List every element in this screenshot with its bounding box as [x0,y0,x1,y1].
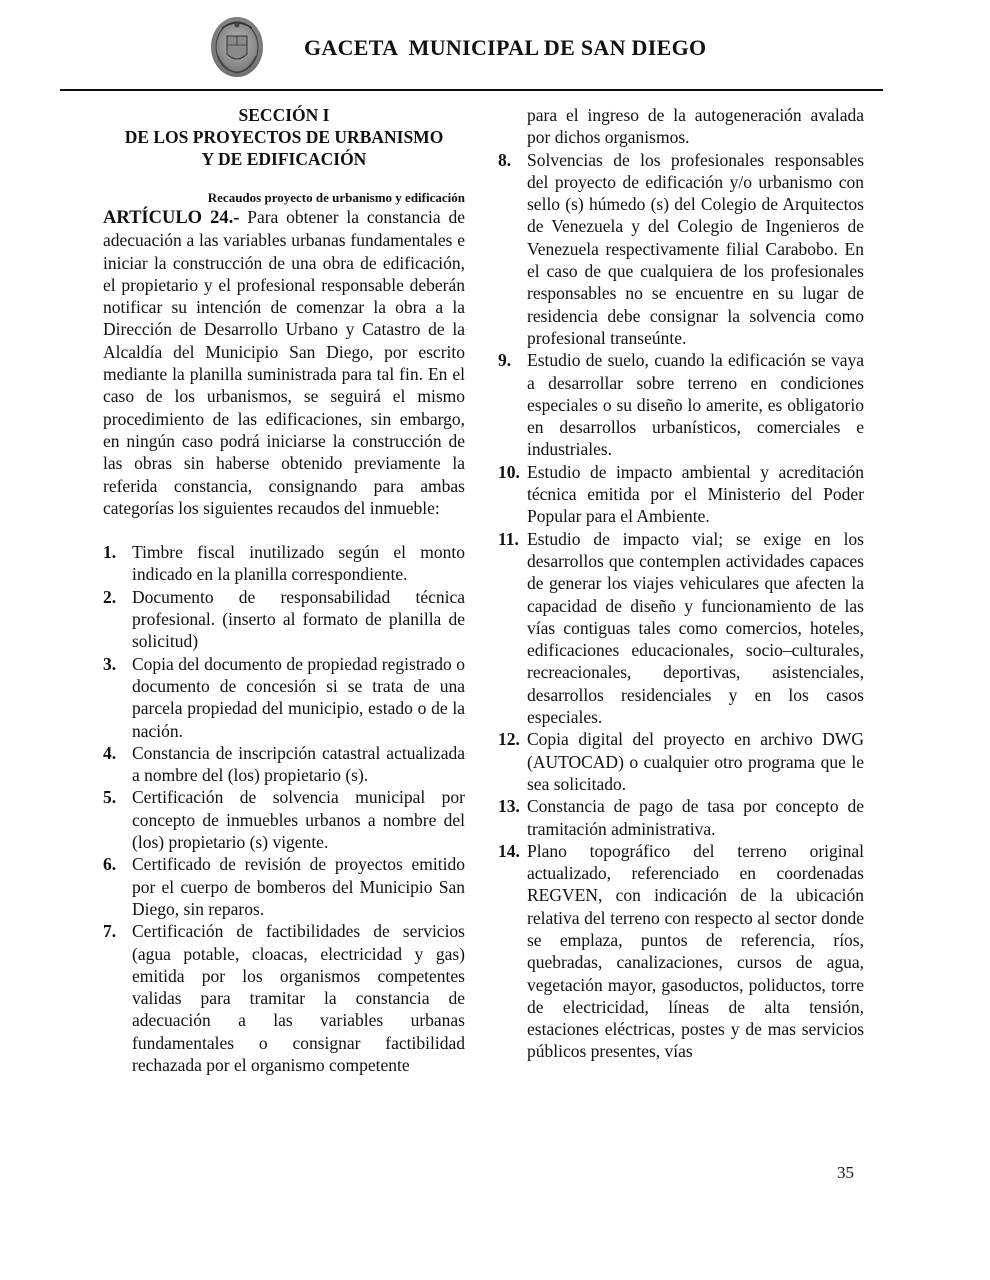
item-text: Certificación de factibilidades de servicios (agua potable, cloacas, electricidad y gas) emitida por los organismos competentes validas para tramitar la constancia de adecuación a las variables urbanas fundamentales o consignar factibilidad rechazada por el organismo competente [132,921,465,1075]
item-number: 5. [103,787,117,808]
item-text: Copia del documento de propiedad registrado o documento de concesión si se trata de una parcela propiedad del municipio, estado o de la nación. [132,653,465,741]
article-paragraph [103,206,465,519]
requirements-list [103,541,465,1076]
item-number: 2. [103,586,117,607]
section-heading-line: DE LOS PROYECTOS DE URBANISMO [124,127,444,147]
item-text: Timbre fiscal inutilizado según el monto indicado en la planilla correspondiente. [132,542,465,585]
item-text: Constancia de pago de tasa por concepto de tramitación administrativa. [527,796,864,839]
item-number: 13. [498,796,520,817]
section-heading-line: SECCIÓN I [238,105,330,125]
list-item [103,920,465,1076]
list-item [103,653,465,742]
item-text: Certificación de solvencia municipal por concepto de inmuebles urbanos a nombre del (los) propietario (s) vigente. [132,787,465,853]
article-label: ARTÍCULO 24.- [103,208,240,228]
item-number: 9. [498,350,512,371]
article-subheading: Recaudos proyecto de urbanismo y edificación [207,190,465,205]
item-number: 3. [103,653,117,674]
item-text: Certificado de revisión de proyectos emitido por el cuerpo de bomberos del Municipio San Diego, sin reparos. [132,854,465,919]
list-item [498,461,864,528]
item-number: 12. [498,729,520,750]
list-item [103,742,465,787]
left-column [103,104,465,1076]
item-number: 6. [103,854,117,875]
list-item [498,528,864,729]
list-item [498,149,864,350]
item-number: 1. [103,542,117,563]
article-text: Para obtener la constancia de adecuación a las variables urbanas fundamentales e iniciar la construcción de una obra de edificación, el propietario y el profesional responsable deberán notificar su intención de comenzar la obra a la Dirección de Desarrollo Urbano y Catastro de la Alcaldía del Municipio San Diego, por escrito mediante la planilla suministrada para tal fin. En el caso de los urbanismos, se seguirá el mismo procedimiento de las edificaciones, sin embargo, en ningún caso podrá iniciarse la construcción de las obras sin haberse obtenido previamente la referida constancia, consignando para ambas categorías los siguientes recaudos del inmueble: [103,207,466,518]
list-item [103,586,465,653]
item-text: Estudio de impacto ambiental y acreditación técnica emitida por el Ministerio del Poder Popular para el Ambiente. [527,461,864,527]
gazette-title: GACETA MUNICIPAL DE SAN DIEGO [304,35,707,60]
item-number: 11. [498,528,519,549]
section-heading [103,104,465,170]
item-number: 8. [498,149,512,170]
item-text: Constancia de inscripción catastral actualizada a nombre del (los) propietario (s). [132,742,465,786]
list-item [103,541,465,586]
item-text: Estudio de suelo, cuando la edificación se vaya a desarrollar sobre terreno en condiciones especiales o su diseño lo amerite, es obligatorio en desarrollos urbanísticos, comerciales e industriales. [527,350,864,460]
section-heading-line: Y DE EDIFICACIÓN [201,149,367,169]
list-item [498,795,864,840]
item-number: 4. [103,742,117,763]
item-number: 10. [498,461,520,482]
list-item [498,840,864,1063]
item-7-continuation: para el ingreso de la autogeneración avalada por dichos organismos. [527,105,864,148]
item-text: Plano topográfico del terreno original actualizado, referenciado en coordenadas REGVEN, con indicación de la ubicación relativa del terreno con respecto al sector donde se emplaza, puntos de referencia, ríos, quebradas, canalizaciones, cursos de agua, vegetación mayor, gasoductos, poliductos, torre de electricidad, líneas de alta tensión, estaciones eléctricas, postes y de mas servicios públicos presentes, vías [527,840,864,1062]
item-text: Documento de responsabilidad técnica profesional. (inserto al formato de planilla de solicitud) [132,586,465,652]
item-number: 7. [103,921,117,942]
page-header [0,0,990,92]
list-item [498,728,864,795]
list-item [498,349,864,460]
item-text: Solvencias de los profesionales responsables del proyecto de edificación y/o urbanismo con sello (s) húmedo (s) del Colegio de Arquitectos de Venezuela y del Colegio de Ingenieros de Venezuela respectivamente filial Carabobo. En el caso de que cualquiera de los profesionales responsables no se encuentre en su lugar de residencia debe consignar la solvencia como profesional transeúnte. [527,149,864,348]
item-number: 14. [498,840,520,861]
page-number: 35 [837,1163,854,1182]
header-rule [60,89,883,91]
list-item [103,853,465,920]
list-item [103,786,465,853]
right-column [498,104,864,1063]
item-text: Copia digital del proyecto en archivo DWG (AUTOCAD) o cualquier otro programa que le sea solicitado. [527,729,864,794]
municipal-seal-icon [210,16,264,78]
item-text: Estudio de impacto vial; se exige en los desarrollos que contemplen actividades capaces de generar los viajes vehiculares que afecten la capacidad de diseño y funcionamiento de las vías contiguas tales como comercios, hoteles, edificaciones educacionales, socio–culturales, recreacionales, deportivas, asistenciales, desarrollos residenciales y en los casos especiales. [527,528,864,728]
